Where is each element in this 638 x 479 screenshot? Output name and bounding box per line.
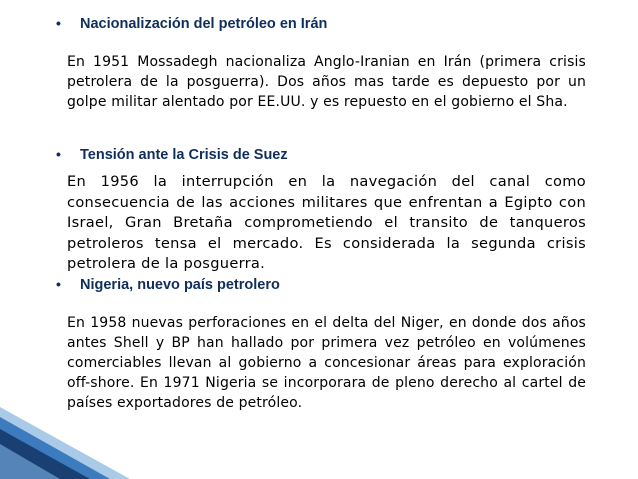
bullet-icon: • [56, 146, 61, 162]
paragraph-iran: En 1951 Mossadegh nacionaliza Anglo-Iranian en Irán (primera crisis petrolera de la posguerra). Dos años mas tarde es depuesto por un golpe militar alentado por EE.UU. y es repuesto en el gobierno el Sha. [67, 54, 586, 110]
bullet-icon: • [56, 276, 61, 292]
heading-text: Nacionalización del petróleo en Irán [80, 16, 328, 32]
corner-decoration [0, 389, 130, 479]
section-heading-iran [56, 15, 327, 32]
heading-text: Nigeria, nuevo país petrolero [80, 277, 280, 293]
section-heading-suez [56, 146, 288, 163]
paragraph-nigeria: En 1958 nuevas perforaciones en el delta del Niger, en donde dos años antes Shell y BP han hallado por primera vez petróleo en volúmenes comerciables llevan al gobierno a concesionar áreas para exploración off-shore. En 1971 Nigeria se incorporara de pleno derecho al cartel de países exportadores de petróleo. [67, 315, 586, 411]
bullet-icon: • [56, 15, 61, 31]
section-heading-nigeria [56, 276, 280, 293]
paragraph-suez: En 1956 la interrupción en la navegación del canal como consecuencia de las acciones militares que enfrentan a Egipto con Israel, Gran Bretaña comprometiendo el transito de tanqueros petroleros tensa el mercado. Es considerada la segunda crisis petrolera de la posguerra. [67, 173, 586, 272]
heading-text: Tensión ante la Crisis de Suez [80, 147, 288, 163]
